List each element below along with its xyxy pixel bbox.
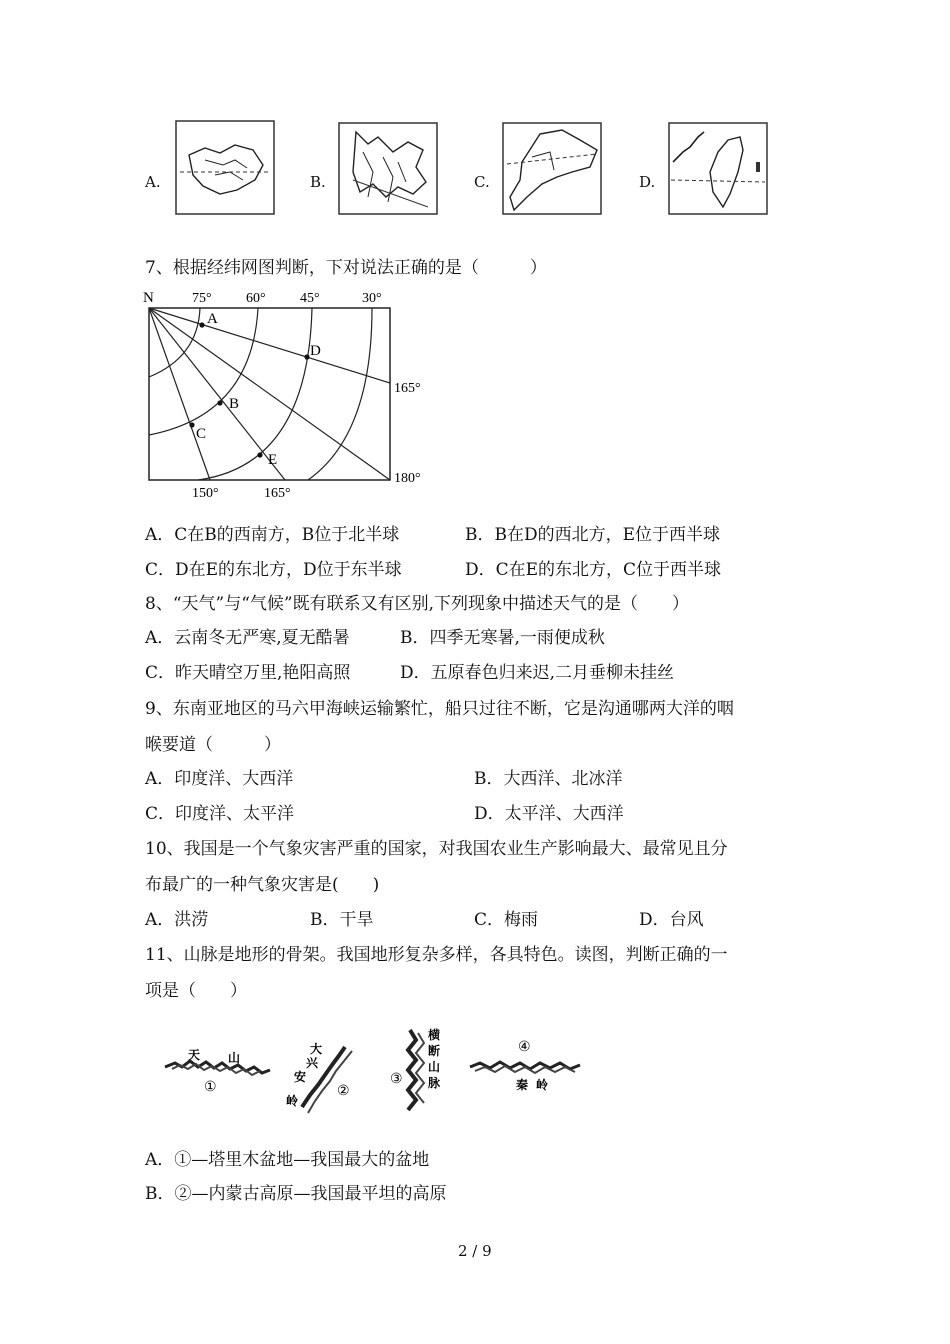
q11-qinling-char: 秦 [516, 1078, 529, 1092]
q11-mountain-number: ④ [518, 1040, 531, 1055]
q9-stem-line1: 9、东南亚地区的马六甲海峡运输繁忙，船只过往不断，它是沟通哪两大洋的咽 [145, 699, 734, 719]
q11-mountain-figure [160, 1025, 590, 1125]
q11-tianshan-char: 天 [188, 1048, 201, 1062]
q7-map-right-label: 165° [394, 381, 421, 396]
q6-option-b-label: B. [310, 173, 326, 191]
q11-daxinganling-char: 兴 [306, 1056, 319, 1070]
q11-qinling-char: 岭 [536, 1078, 549, 1092]
q6-option-d-map [668, 122, 768, 215]
q7-map-point-label: C [196, 426, 207, 442]
q7-map-point-label: B [229, 396, 240, 412]
q10-option-d: D．台风 [639, 910, 704, 930]
q7-map-pole-label: N [143, 290, 154, 306]
page-number: 2 / 9 [458, 1242, 492, 1260]
q7-map-point-label: A [207, 311, 218, 327]
q8-option-a: A．云南冬无严寒,夏无酷暑 [145, 628, 350, 648]
q11-option-b: B．②—内蒙古高原—我国最平坦的高原 [145, 1184, 447, 1204]
q7-option-b: B．B在D的西北方，E位于西半球 [465, 525, 721, 545]
q9-stem-line2: 喉要道（ ） [145, 735, 281, 755]
q10-stem-line1: 10、我国是一个气象灾害严重的国家，对我国农业生产影响最大、最常见且分 [145, 839, 728, 859]
q11-option-a: A．①—塔里木盆地—我国最大的盆地 [145, 1150, 430, 1170]
q9-option-c: C．印度洋、太平洋 [145, 804, 295, 824]
q7-stem: 7、根据经纬网图判断，下对说法正确的是（ ） [145, 258, 547, 278]
q11-mountain-number: ② [337, 1084, 350, 1099]
q7-map-right-label: 180° [394, 471, 421, 486]
q7-map-top-label: 75° [192, 291, 212, 306]
q7-map-bottom-label: 150° [192, 486, 219, 501]
q9-option-d: D．太平洋、大西洋 [474, 804, 624, 824]
q7-map-point-label: D [310, 343, 321, 359]
q11-daxinganling-char: 安 [294, 1070, 307, 1084]
q7-map-point-label: E [268, 452, 278, 468]
q7-option-c: C．D在E的东北方，D位于东半球 [145, 560, 402, 580]
q6-option-b-map [338, 122, 438, 215]
q11-stem-line2: 项是（ ） [145, 981, 247, 1001]
q7-map-top-label: 60° [246, 291, 266, 306]
q8-stem: 8、“天气”与“气候”既有联系又有区别,下列现象中描述天气的是（ ） [145, 594, 689, 614]
q7-map-top-label: 45° [300, 291, 320, 306]
q7-option-a: A．C在B的西南方，B位于北半球 [145, 525, 400, 545]
q8-option-c: C．昨天晴空万里,艳阳高照 [145, 663, 351, 683]
q10-option-a: A．洪涝 [145, 910, 209, 930]
q11-daxinganling-char: 大 [310, 1042, 323, 1056]
q11-hengduan-char: 横 [428, 1028, 441, 1042]
q10-option-c: C．梅雨 [474, 910, 539, 930]
q11-hengduan-char: 脉 [428, 1076, 441, 1090]
q8-option-d: D．五原春色归来迟,二月垂柳未挂丝 [400, 663, 675, 683]
q8-option-b: B．四季无寒暑,一雨便成秋 [400, 628, 605, 648]
q6-option-a-label: A. [145, 173, 161, 191]
q11-mountain-number: ③ [390, 1072, 403, 1087]
q6-option-c-label: C. [474, 173, 490, 191]
q7-map-bottom-label: 165° [264, 486, 291, 501]
q11-tianshan-char: 山 [228, 1051, 241, 1065]
q11-mountain-number: ① [204, 1080, 217, 1095]
q6-option-d-label: D. [639, 173, 656, 191]
q6-option-a-map [175, 120, 275, 215]
q11-stem-line1: 11、山脉是地形的骨架。我国地形复杂多样，各具特色。读图，判断正确的一 [145, 945, 728, 965]
q11-hengduan-char: 山 [428, 1060, 441, 1074]
q10-stem-line2: 布最广的一种气象灾害是( ) [145, 875, 380, 895]
q11-daxinganling-char: 岭 [286, 1094, 299, 1108]
q9-option-b: B．大西洋、北冰洋 [474, 769, 623, 789]
q7-map-top-label: 30° [362, 291, 382, 306]
q7-lat-lon-grid-map [140, 285, 440, 505]
q10-option-b: B．干旱 [310, 910, 374, 930]
q6-option-c-map [502, 122, 602, 215]
q9-option-a: A．印度洋、大西洋 [145, 769, 294, 789]
q11-hengduan-char: 断 [428, 1044, 441, 1058]
q7-option-d: D．C在E的东北方，C位于西半球 [465, 560, 722, 580]
